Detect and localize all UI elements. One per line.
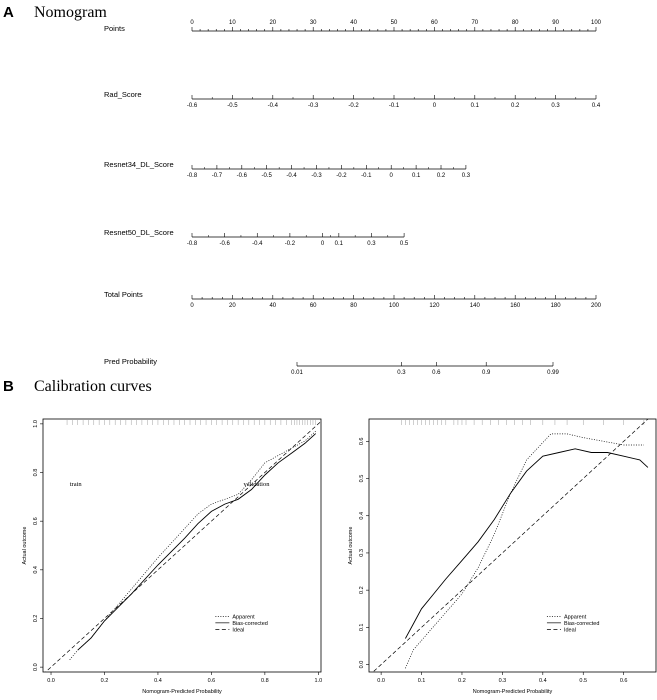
scale-tick-label-points: 0 <box>190 20 194 26</box>
calibration-plot-train <box>22 419 322 695</box>
scale-tick-label-resnet34-dl-score: -0.8 <box>186 173 198 179</box>
scale-tick-label-pred-probability: 0.3 <box>397 370 406 376</box>
scale-tick-label-resnet50-dl-score: -0.6 <box>219 241 230 247</box>
scale-tick-label-rad-score: -0.4 <box>267 103 278 109</box>
scale-tick-label-points: 30 <box>309 20 317 26</box>
scale-tick-label-resnet34-dl-score: 0 <box>389 173 393 179</box>
legend-label-ideal: Ideal <box>232 627 245 634</box>
plot-frame <box>369 419 656 672</box>
scale-tick-label-points: 100 <box>590 20 602 26</box>
x-tick-label: 0.6 <box>207 678 216 684</box>
scale-tick-label-total-points: 60 <box>309 303 317 309</box>
scale-tick-label-points: 90 <box>552 20 559 26</box>
scale-tick-label-rad-score: -0.5 <box>227 103 238 109</box>
scale-tick-label-rad-score: 0.1 <box>470 103 479 109</box>
scale-name-resnet50-dl-score: Resnet50_DL_Score <box>104 228 174 237</box>
y-tick-label: 1.0 <box>33 420 39 428</box>
y-tick-label: 0.2 <box>33 614 39 623</box>
scale-tick-label-points: 40 <box>350 20 357 26</box>
x-tick-label: 0.2 <box>100 678 109 684</box>
y-axis-title: Actual outcome <box>22 526 28 565</box>
x-axis-title: Nomogram-Predicted Probability <box>472 689 553 695</box>
scale-tick-label-resnet50-dl-score: 0.1 <box>334 241 344 247</box>
scale-tick-label-resnet50-dl-score: -0.8 <box>186 241 198 247</box>
scale-name-total-points: Total Points <box>104 290 143 299</box>
scale-tick-label-total-points: 80 <box>350 303 357 309</box>
y-tick-label: 0.4 <box>33 565 39 574</box>
scale-tick-label-total-points: 180 <box>550 303 561 309</box>
scale-tick-label-resnet34-dl-score: 0.1 <box>411 173 421 179</box>
y-tick-label: 0.1 <box>359 623 365 632</box>
x-tick-label: 0.4 <box>538 678 547 684</box>
series-line-apparent <box>405 434 644 668</box>
x-tick-label: 0.2 <box>458 678 466 684</box>
scale-tick-label-resnet34-dl-score: -0.1 <box>361 173 372 179</box>
scale-tick-label-resnet50-dl-score: 0 <box>320 241 325 247</box>
x-tick-label: 1.0 <box>314 678 323 684</box>
scale-tick-label-pred-probability: 0.6 <box>432 370 441 376</box>
scale-tick-label-total-points: 20 <box>229 303 236 309</box>
scale-tick-label-rad-score: -0.6 <box>186 103 198 109</box>
scale-tick-label-total-points: 120 <box>429 303 440 309</box>
scale-tick-label-resnet34-dl-score: 0.2 <box>436 173 446 179</box>
scale-tick-label-rad-score: 0.2 <box>511 103 520 109</box>
scale-tick-label-rad-score: -0.2 <box>348 103 359 109</box>
x-tick-label: 0.3 <box>498 678 507 684</box>
series-line-ideal <box>43 421 321 674</box>
series-line-bias-corrected <box>78 434 316 650</box>
panel-a-letter: A <box>3 4 14 21</box>
scale-name-resnet34-dl-score: Resnet34_DL_Score <box>104 160 174 169</box>
y-tick-label: 0.4 <box>359 511 365 520</box>
y-tick-label: 0.8 <box>33 468 39 477</box>
scale-tick-label-resnet50-dl-score: 0.5 <box>399 241 409 247</box>
legend-label-apparent: Apparent <box>563 614 587 621</box>
scale-tick-label-points: 10 <box>229 20 236 26</box>
scale-tick-label-total-points: 160 <box>510 303 521 309</box>
scale-tick-label-resnet50-dl-score: -0.2 <box>284 241 296 247</box>
scale-tick-label-rad-score: 0.3 <box>551 103 560 109</box>
annotation-train: train <box>69 480 82 488</box>
scale-tick-label-total-points: 100 <box>388 303 400 309</box>
series-line-bias-corrected <box>405 449 648 639</box>
legend-label-bias-corrected: Bias-corrected <box>563 620 600 627</box>
plot-frame <box>43 419 321 672</box>
scale-name-points: Points <box>104 24 125 33</box>
scale-tick-label-resnet34-dl-score: -0.7 <box>211 173 223 179</box>
scale-tick-label-resnet34-dl-score: -0.2 <box>336 173 347 179</box>
y-tick-label: 0.6 <box>359 437 365 446</box>
scale-tick-label-resnet50-dl-score: 0.3 <box>367 241 376 247</box>
scale-tick-label-pred-probability: 0.9 <box>482 370 491 376</box>
y-tick-label: 0.2 <box>359 586 365 594</box>
x-tick-label: 0.5 <box>579 678 588 684</box>
scale-tick-label-pred-probability: 0.99 <box>547 370 559 376</box>
x-tick-label: 0.4 <box>154 678 162 684</box>
panel-b-letter: B <box>3 378 14 395</box>
x-tick-label: 0.0 <box>377 678 385 684</box>
y-tick-label: 0.0 <box>359 660 365 669</box>
scale-tick-label-rad-score: 0 <box>432 103 437 109</box>
scale-tick-label-total-points: 0 <box>190 303 194 309</box>
nomogram <box>104 20 602 376</box>
scale-tick-label-points: 20 <box>269 20 277 26</box>
y-tick-label: 0.5 <box>359 474 365 483</box>
scale-tick-label-total-points: 140 <box>469 303 480 309</box>
y-tick-label: 0.0 <box>33 663 39 671</box>
x-tick-label: 0.8 <box>261 678 269 684</box>
scale-tick-label-pred-probability: 0.01 <box>291 370 303 376</box>
scale-tick-label-resnet34-dl-score: -0.5 <box>261 173 272 179</box>
scale-tick-label-resnet34-dl-score: -0.4 <box>286 173 297 179</box>
annotation-validation: validation <box>243 480 270 488</box>
scale-tick-label-total-points: 40 <box>269 303 277 309</box>
scale-tick-label-resnet50-dl-score: -0.4 <box>252 241 263 247</box>
scale-tick-label-rad-score: -0.1 <box>388 103 400 109</box>
calibration-plot-validation <box>348 412 656 695</box>
scale-tick-label-points: 80 <box>511 20 519 26</box>
y-tick-label: 0.3 <box>359 549 365 557</box>
scale-name-pred-probability: Pred Probability <box>104 357 157 366</box>
series-line-ideal <box>369 412 656 676</box>
scale-name-rad-score: Rad_Score <box>104 90 142 99</box>
y-tick-label: 0.6 <box>33 517 39 526</box>
y-axis-title: Actual outcome <box>348 526 354 565</box>
scale-tick-label-points: 70 <box>471 20 479 26</box>
panel-a-title: Nomogram <box>34 4 107 21</box>
scale-tick-label-points: 50 <box>390 20 398 26</box>
panel-b-title: Calibration curves <box>34 378 152 395</box>
scale-tick-label-resnet34-dl-score: -0.3 <box>311 173 322 179</box>
x-tick-label: 0.6 <box>619 678 628 684</box>
scale-tick-label-rad-score: 0.4 <box>591 103 601 109</box>
x-tick-label: 0.1 <box>417 678 426 684</box>
scale-tick-label-points: 60 <box>431 20 438 26</box>
legend-label-apparent: Apparent <box>232 614 255 621</box>
scale-tick-label-resnet34-dl-score: -0.6 <box>236 173 247 179</box>
x-axis-title: Nomogram-Predicted Probability <box>142 689 222 695</box>
x-tick-label: 0.0 <box>47 678 55 684</box>
scale-tick-label-resnet34-dl-score: 0.3 <box>461 173 471 179</box>
legend-label-bias-corrected: Bias-corrected <box>232 620 268 627</box>
series-line-apparent <box>70 431 316 660</box>
legend-label-ideal: Ideal <box>563 627 576 634</box>
scale-tick-label-total-points: 200 <box>590 303 602 309</box>
scale-tick-label-rad-score: -0.3 <box>308 103 319 109</box>
